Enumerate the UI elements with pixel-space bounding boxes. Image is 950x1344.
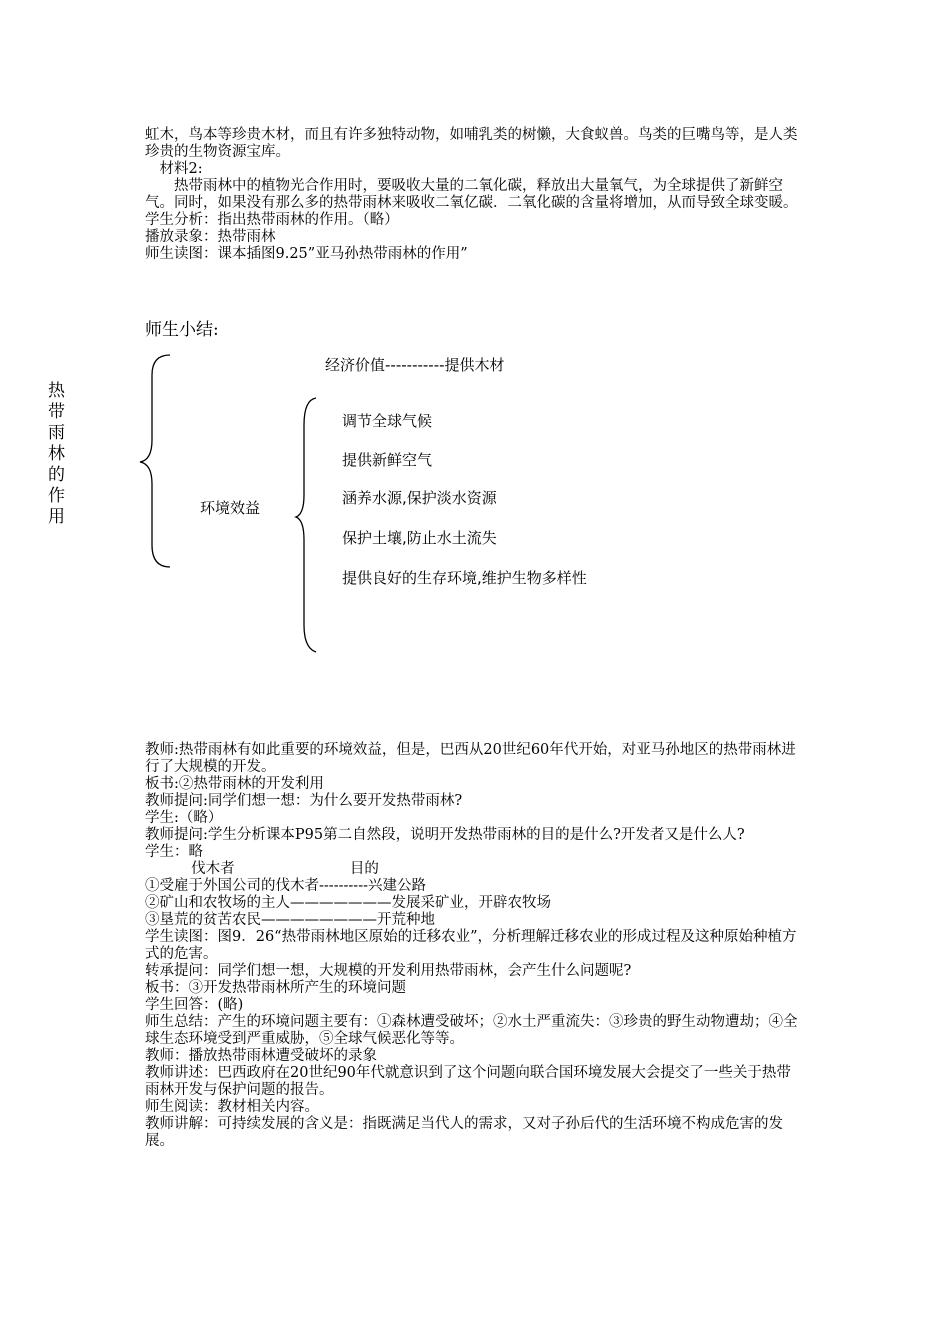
paragraph: 教师讲解：可持续发展的含义是：指既满足当代人的需求，又对子孙后代的生活环境不构成危害的发展。 xyxy=(145,1116,783,1149)
environment-item: 涵养水源,保护淡水资源 xyxy=(342,489,497,507)
paragraph: 教师提问:同学们想一想：为什么要开发热带雨林? xyxy=(145,793,463,809)
paragraph: 学生读图：图9．26“热带雨林地区原始的迁移农业”，分析理解迁移农业的形成过程及这种原始种植方式的危害。 xyxy=(145,929,797,962)
paragraph: 师生读图：课本插图9.25”亚马孙热带雨林的作用” xyxy=(145,246,468,262)
list-item: ③垦荒的贫苦农民————————开荒种地 xyxy=(145,912,435,928)
paragraph: 热带雨林中的植物光合作用时，要吸收大量的二氧化碳，释放出大量氧气，为全球提供了新鲜空气。同时，如果没有那么多的热带雨林来吸收二氧亿碳．二氧化碳的含量将增加，从而导致全球变暖。 xyxy=(145,178,798,211)
diagram-vertical-title: 热带雨林的作用 xyxy=(48,381,65,527)
environment-item: 保护土壤,防止水土流失 xyxy=(342,529,497,547)
paragraph: 板书:②热带雨林的开发利用 xyxy=(145,776,324,792)
table-header: 伐木者 目的 xyxy=(145,861,379,877)
paragraph: 学生回答：(略) xyxy=(145,997,244,1013)
paragraph: 转承提问：同学们想一想，大规模的开发利用热带雨林，会产生什么问题呢? xyxy=(145,963,632,979)
paragraph: 学生：略 xyxy=(145,844,203,860)
paragraph: 板书：③开发热带雨林所产生的环境问题 xyxy=(145,980,406,996)
bottom-text-block xyxy=(145,742,805,1150)
summary-heading: 师生小结: xyxy=(145,320,219,340)
paragraph: 师生阅读：教材相关内容。 xyxy=(145,1099,319,1115)
inner-brace xyxy=(296,398,316,652)
paragraph: 师生总结：产生的环境问题主要有：①森林遭受破坏；②水土严重流失：③珍贵的野生动物遭劫；④全球生态环境受到严重威胁，⑤全球气候恶化等等。 xyxy=(145,1014,798,1047)
environment-item: 提供新鲜空气 xyxy=(342,451,433,469)
paragraph: 教师提问:学生分析课本P95第二自然段，说明开发热带雨林的目的是什么?开发者又是什么人? xyxy=(145,827,745,843)
paragraph: 播放录象：热带雨林 xyxy=(145,229,276,245)
environment-item: 提供良好的生存环境,维护生物多样性 xyxy=(342,569,587,587)
environment-label: 环境效益 xyxy=(200,499,261,517)
paragraph: 教师：播放热带雨林遭受破坏的录象 xyxy=(145,1048,377,1064)
list-item: ②矿山和农牧场的主人———————发展采矿业，开辟农牧场 xyxy=(145,895,551,911)
paragraph: 教师讲述：巴西政府在20世纪90年代就意识到了这个问题向联合国环境发展大会提交了一些关于热带雨林开发与保护问题的报告。 xyxy=(145,1065,791,1098)
paragraph: 虹木，鸟本等珍贵木材，而且有许多独特动物，如哺乳类的树懒，大食蚁兽。鸟类的巨嘴鸟等，是人类珍贵的生物资源宝库。 xyxy=(145,127,798,160)
paragraph: 学生:（略） xyxy=(145,810,223,826)
paragraph: 教师:热带雨林有如此重要的环境效益，但是，巴西从20世纪60年代开始，对亚马孙地区的热带雨林进行了大规模的开发。 xyxy=(145,742,796,775)
list-item: ①受雇于外国公司的伐木者----------兴建公路 xyxy=(145,878,426,894)
economic-value-label: 经济价值-----------提供木材 xyxy=(325,356,505,374)
outer-brace xyxy=(140,355,170,567)
paragraph: 材料2: xyxy=(145,161,203,177)
environment-item: 调节全球气候 xyxy=(342,412,433,430)
paragraph: 学生分析：指出热带雨林的作用。（略） xyxy=(145,212,399,228)
